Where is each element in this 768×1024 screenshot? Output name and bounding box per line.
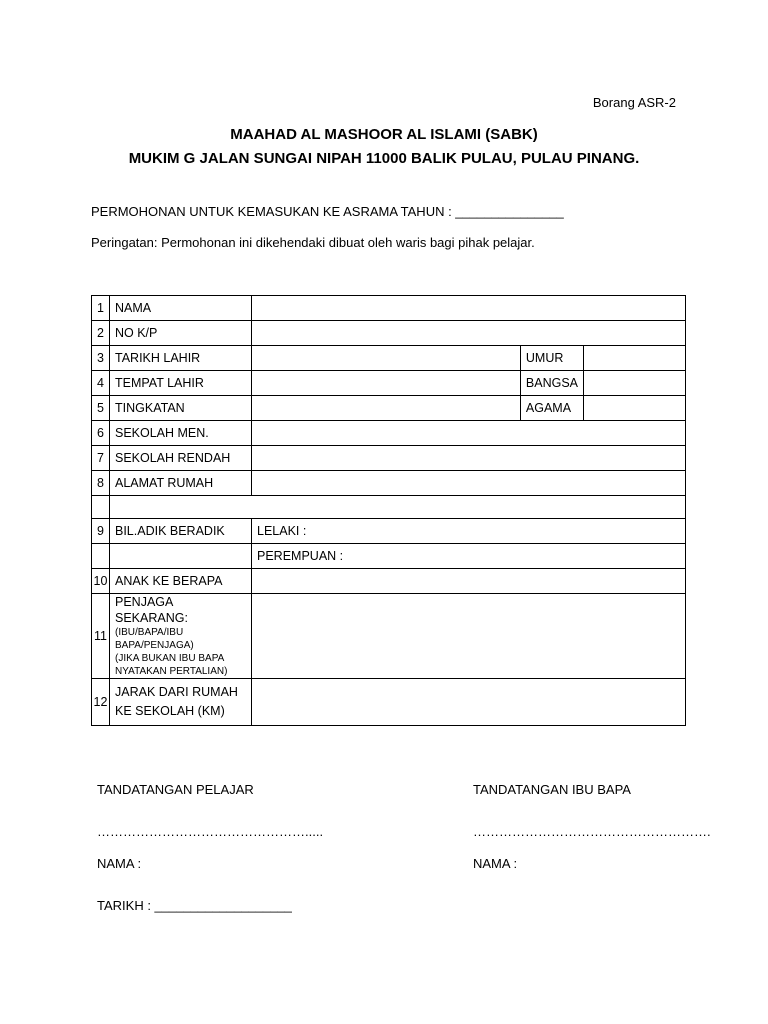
- field-label: TARIKH LAHIR: [110, 346, 252, 371]
- row-number: 10: [92, 569, 110, 594]
- table-row: [92, 371, 686, 396]
- row-number: [92, 496, 110, 519]
- table-row: [92, 396, 686, 421]
- row-number: 3: [92, 346, 110, 371]
- row-number: 2: [92, 321, 110, 346]
- table-row: [92, 421, 686, 446]
- field-label: JARAK DARI RUMAH KE SEKOLAH (KM): [115, 685, 238, 718]
- field-label: [110, 544, 252, 569]
- guardian-note: (IBU/BAPA/IBU BAPA/PENJAGA): [115, 627, 194, 651]
- table-row: [92, 496, 686, 519]
- row-number: 5: [92, 396, 110, 421]
- row-number: 1: [92, 296, 110, 321]
- field-label: SEKOLAH MEN.: [110, 421, 252, 446]
- form-code: Borang ASR-2: [592, 95, 676, 110]
- parent-name-label: NAMA :: [473, 856, 518, 871]
- student-signature-label: TANDATANGAN PELAJAR: [97, 782, 254, 797]
- field-label: BANGSA: [520, 371, 583, 396]
- table-row: [92, 321, 686, 346]
- guardian-note: (JIKA BUKAN IBU BAPA NYATAKAN PERTALIAN): [115, 653, 228, 677]
- child-order-field[interactable]: [252, 569, 686, 594]
- field-label: AGAMA: [520, 396, 583, 421]
- row-number: [92, 544, 110, 569]
- home-address-field-continued[interactable]: [110, 496, 686, 519]
- field-label: BIL.ADIK BERADIK: [110, 519, 252, 544]
- name-field[interactable]: [252, 296, 686, 321]
- row-number: 4: [92, 371, 110, 396]
- race-field[interactable]: [584, 371, 686, 396]
- table-row: [92, 569, 686, 594]
- page-subtitle: MUKIM G JALAN SUNGAI NIPAH 11000 BALIK PULAU, PULAU PINANG.: [128, 150, 640, 167]
- table-row: [92, 446, 686, 471]
- row-number: 11: [92, 594, 110, 679]
- field-label: PENJAGA SEKARANG:: [115, 595, 188, 625]
- table-row: [92, 679, 686, 726]
- row-number: 7: [92, 446, 110, 471]
- row-number: 9: [92, 519, 110, 544]
- field-label: TEMPAT LAHIR: [110, 371, 252, 396]
- application-form-table: [91, 295, 686, 726]
- birth-place-field[interactable]: [252, 371, 521, 396]
- siblings-female-field[interactable]: PEREMPUAN :: [252, 544, 686, 569]
- page-title: MAAHAD AL MASHOOR AL ISLAMI (SABK): [230, 126, 538, 143]
- age-field[interactable]: [584, 346, 686, 371]
- field-label: ALAMAT RUMAH: [110, 471, 252, 496]
- parent-signature-line[interactable]: ……………………………………………….: [473, 824, 711, 839]
- field-label: UMUR: [520, 346, 583, 371]
- guardian-field[interactable]: [252, 594, 686, 679]
- row-number: 6: [92, 421, 110, 446]
- table-row: [92, 519, 686, 544]
- table-row: [92, 594, 686, 679]
- table-row: [92, 544, 686, 569]
- birth-date-field[interactable]: [252, 346, 521, 371]
- date-line[interactable]: TARIKH : ___________________: [97, 898, 292, 913]
- parent-signature-label: TANDATANGAN IBU BAPA: [473, 782, 631, 797]
- field-label: ANAK KE BERAPA: [110, 569, 252, 594]
- field-label: TINGKATAN: [110, 396, 252, 421]
- warning-note: Peringatan: Permohonan ini dikehendaki dibuat oleh waris bagi pihak pelajar.: [91, 235, 535, 250]
- table-row: [92, 471, 686, 496]
- religion-field[interactable]: [584, 396, 686, 421]
- student-signature-line[interactable]: ………………………………………….....: [97, 824, 324, 839]
- primary-school-field[interactable]: [252, 446, 686, 471]
- application-year-line: PERMOHONAN UNTUK KEMASUKAN KE ASRAMA TAHUN : _______________: [91, 204, 564, 219]
- distance-field[interactable]: [252, 679, 686, 726]
- field-label: NO K/P: [110, 321, 252, 346]
- field-label: SEKOLAH RENDAH: [110, 446, 252, 471]
- guardian-label-cell: [110, 594, 252, 679]
- ic-number-field[interactable]: [252, 321, 686, 346]
- secondary-school-field[interactable]: [252, 421, 686, 446]
- home-address-field[interactable]: [252, 471, 686, 496]
- siblings-male-field[interactable]: LELAKI :: [252, 519, 686, 544]
- table-row: [92, 296, 686, 321]
- row-number: 12: [92, 679, 110, 726]
- table-row: [92, 346, 686, 371]
- student-name-label: NAMA :: [97, 856, 142, 871]
- grade-field[interactable]: [252, 396, 521, 421]
- row-number: 8: [92, 471, 110, 496]
- field-label: NAMA: [110, 296, 252, 321]
